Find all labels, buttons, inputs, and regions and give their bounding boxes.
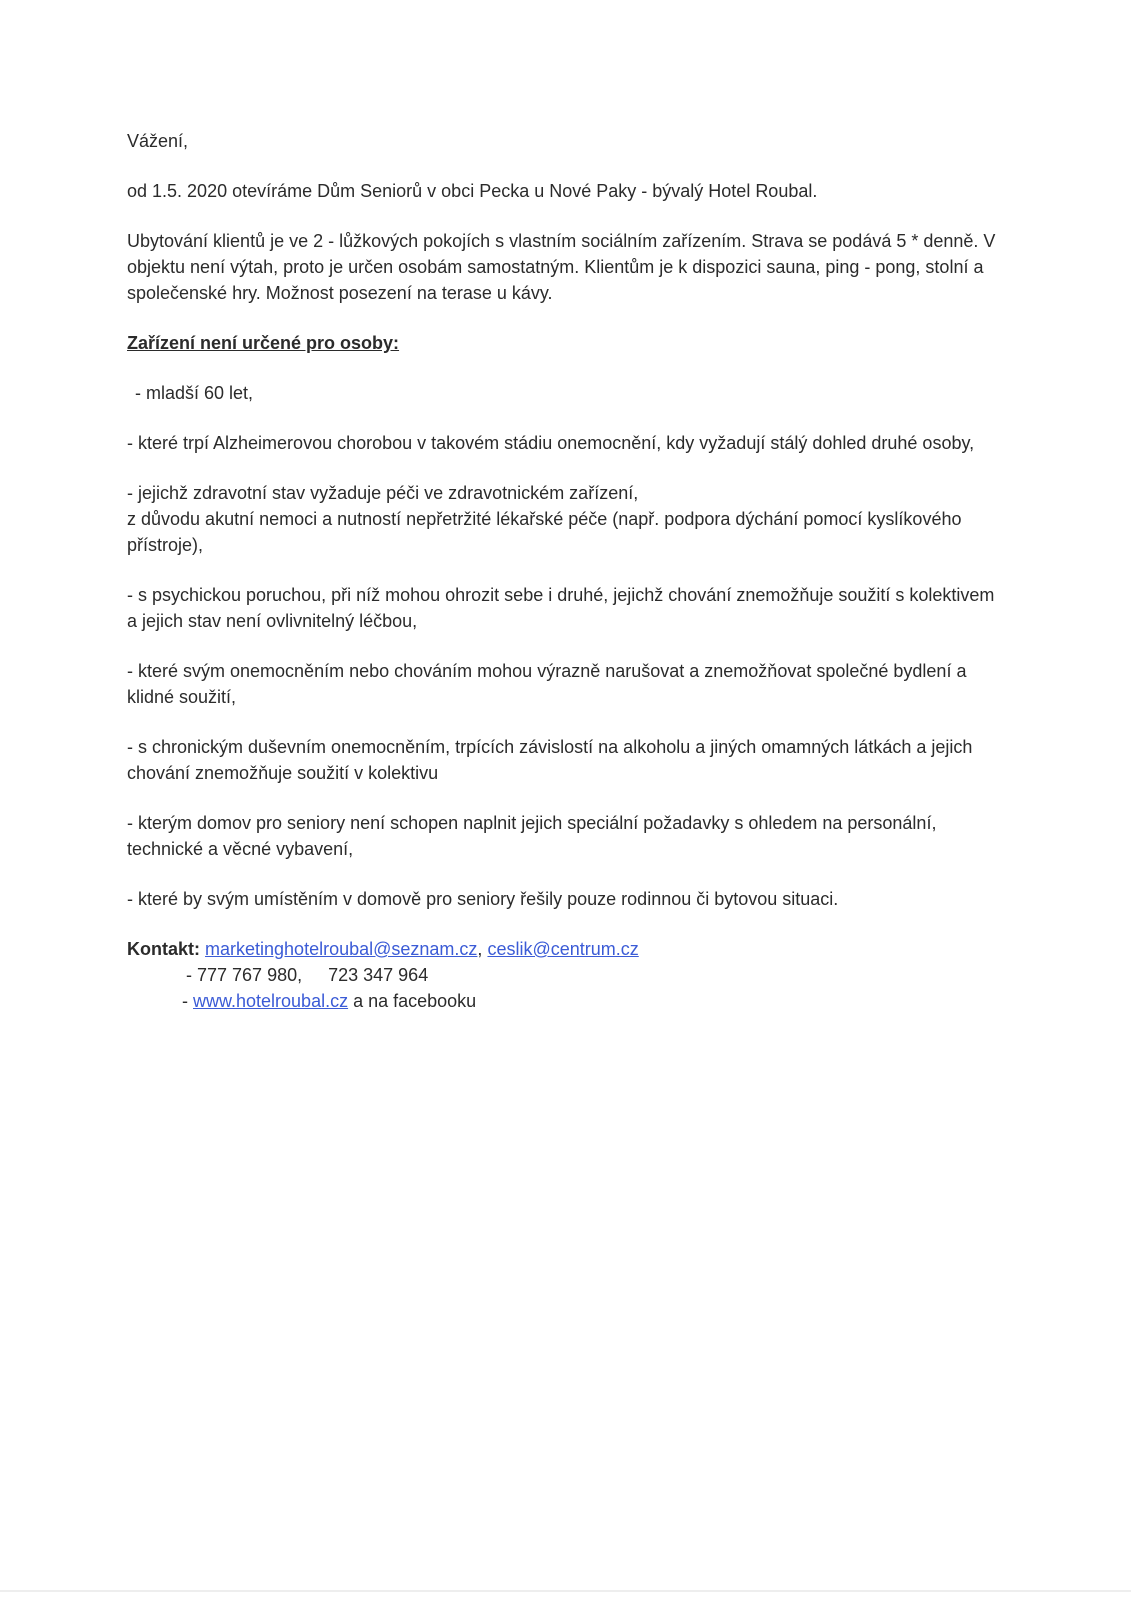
- restriction-item: - s chronickým duševním onemocněním, trpících závislostí na alkoholu a jiných omamných látkách a jejich chování znemožňuje soužití v kolektivu: [127, 737, 973, 783]
- phone-number-2: 723 347 964: [328, 965, 429, 985]
- restriction-item: - kterým domov pro seniory není schopen naplnit jejich speciální požadavky s ohledem na personální, technické a věcné vybavení,: [127, 813, 937, 859]
- page-bottom-edge: [0, 1590, 1131, 1592]
- phone-number-1: 777 767 980,: [197, 965, 303, 985]
- restriction-item: - které by svým umístěním v domově pro seniory řešily pouze rodinnou či bytovou situaci.: [127, 889, 839, 909]
- letter-body: [127, 128, 997, 1014]
- contact-line-web: [127, 988, 997, 1014]
- letter-intro: od 1.5. 2020 otevíráme Dům Seniorů v obci Pecka u Nové Paky - bývalý Hotel Roubal.: [127, 181, 818, 201]
- restriction-item: - s psychickou poruchou, při níž mohou ohrozit sebe i druhé, jejichž chování znemožňuje soužití s kolektivem a jejich stav není ovlivnitelný léčbou,: [127, 585, 995, 631]
- contact-block: [127, 936, 997, 1014]
- web-suffix: a na facebooku: [348, 991, 477, 1011]
- web-prefix: -: [182, 991, 193, 1011]
- contact-line-emails: [127, 936, 997, 962]
- restriction-item: - jejichž zdravotní stav vyžaduje péči ve zdravotnickém zařízení, z důvodu akutní nemoci a nutností nepřetržité lékařské péče (např. podpora dýchání pomocí kyslíkového přístroje),: [127, 483, 962, 555]
- contact-label: Kontakt:: [127, 939, 200, 959]
- phone-prefix: -: [186, 965, 197, 985]
- website-link[interactable]: www.hotelroubal.cz: [193, 991, 349, 1011]
- email-link-ceslik[interactable]: ceslik@centrum.cz: [487, 939, 639, 959]
- restriction-item: - které svým onemocněním nebo chováním mohou výrazně narušovat a znemožňovat společné bydlení a klidné soužití,: [127, 661, 967, 707]
- restrictions-heading: Zařízení není určené pro osoby:: [127, 333, 400, 353]
- restriction-item: - které trpí Alzheimerovou chorobou v takovém stádiu onemocnění, kdy vyžadují stálý dohled druhé osoby,: [127, 433, 975, 453]
- letter-greeting: Vážení,: [127, 131, 189, 151]
- restriction-item: - mladší 60 let,: [135, 383, 254, 403]
- email-link-marketing[interactable]: marketinghotelroubal@seznam.cz: [205, 939, 478, 959]
- contact-line-phones: [127, 962, 997, 988]
- email-separator: ,: [477, 939, 483, 959]
- accommodation-description: Ubytování klientů je ve 2 - lůžkových pokojích s vlastním sociálním zařízením. Strava se podává 5 * denně. V objektu není výtah, proto je určen osobám samostatným. Klientům je k dispozici sauna, ping - pong, stolní a společenské hry. Možnost posezení na terase u kávy.: [127, 231, 996, 303]
